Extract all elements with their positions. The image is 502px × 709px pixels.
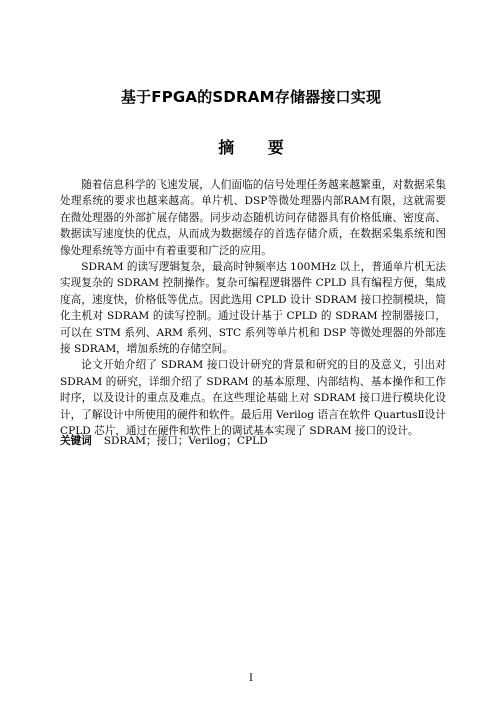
page-number: I xyxy=(249,673,253,684)
abstract-paragraph-2: SDRAM 的读写逻辑复杂，最高时钟频率达 100MHz 以上，普通单片机无法实现复杂的 SDRAM 控制操作。复杂可编程逻辑器件 CPLD 具有编程方便，集成度高，速度快，价格低等优点。因此选用 CPLD 设计 SDRAM 接口控制模块，简化主机对 SDRAM 的读写控制。通过设计基于 CPLD 的 SDRAM 控制器接口，可以在 STM 系列、ARM 系列、STC 系列等单片机和 DSP 等微处理器的外部连接 SDRAM，增加系统的存储空间。 xyxy=(60,261,446,356)
abstract-paragraph-1: 随着信息科学的飞速发展，人们面临的信号处理任务越来越繁重，对数据采集处理系统的要求也越来越高。单片机、DSP等微处理器内部RAM有限，这就需要在微处理器的外部扩展存储器。同步动态随机访问存储器具有价格低廉、密度高、数据读写速度快的优点，从而成为数据缓存的首选存储介质，在数据采集系统和图像处理系统等方面中有着重要和广泛的应用。 xyxy=(60,179,446,257)
abstract-body xyxy=(60,177,446,440)
abstract-paragraph-3: 论文开始介绍了 SDRAM 接口设计研究的背景和研究的目的及意义，引出对 SDRAM 的研究，详细介绍了 SDRAM 的基本原理、内部结构、基本操作和工作时序，以及设计的重点及难点。在这些理论基础上对 SDRAM 接口进行模块化设计，了解设计中所使用的硬件和软件。最后用 Verilog 语言在软件 QuartusⅡ设计 CPLD 芯片，通过在硬件和软件上的调试基本实现了 SDRAM 接口的设计。 xyxy=(60,359,446,438)
keywords-value: SDRAM；接口；Verilog；CPLD xyxy=(103,435,268,447)
abstract-heading: 摘 要 xyxy=(218,138,298,157)
document-title: 基于FPGA的SDRAM存储器接口实现 xyxy=(120,88,382,106)
keywords-label: 关键词 xyxy=(60,435,92,447)
keywords-line xyxy=(60,433,446,449)
